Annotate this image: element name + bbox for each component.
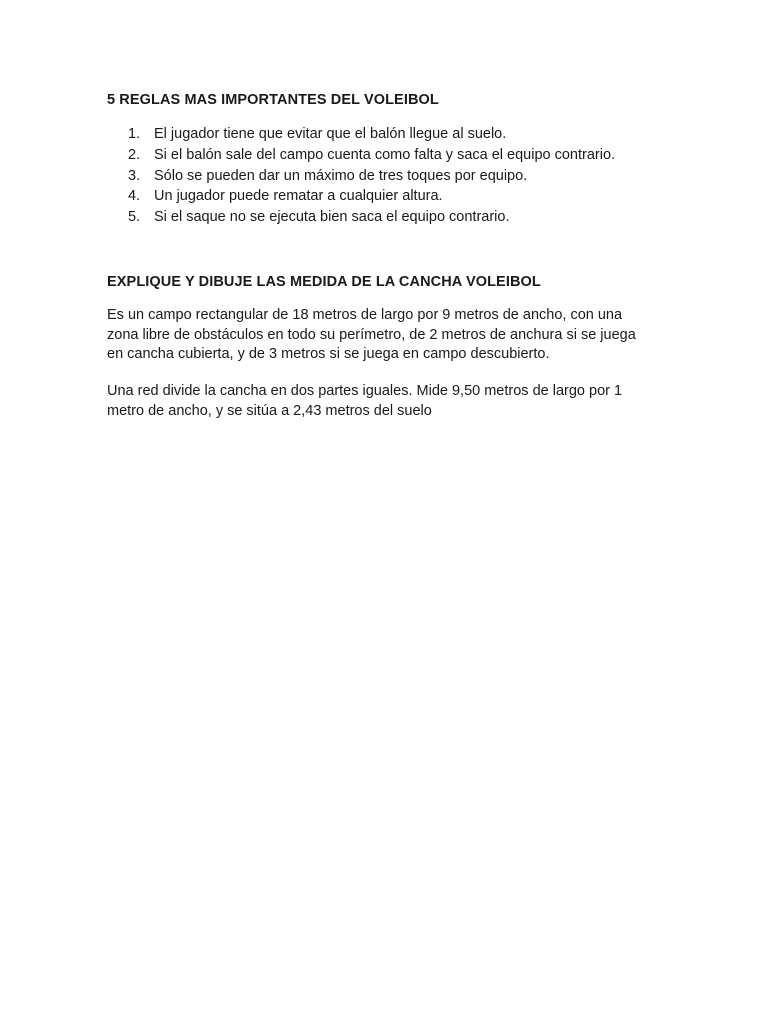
list-item-number: 3. [128,167,141,184]
list-item-text: Si el balón sale del campo cuenta como falta y saca el equipo contrario. [154,146,616,163]
paragraph-line: Una red divide la cancha en dos partes iguales. Mide 9,50 metros de largo por 1 [107,383,623,399]
list-item [107,207,615,228]
court-description-paragraph [107,306,667,365]
paragraph-line: en cancha cubierta, y de 3 metros si se juega en campo descubierto. [107,346,550,363]
paragraph-line: zona libre de obstáculos en todo su perímetro, de 2 metros de anchura si se juega [107,326,636,343]
list-item-number: 4. [128,188,141,205]
list-item-number: 2. [128,146,141,163]
list-item-text: Sólo se pueden dar un máximo de tres toques por equipo. [154,167,528,184]
rules-list [107,124,615,228]
paragraph-line: metro de ancho, y se sitúa a 2,43 metros del suelo [107,402,432,419]
paragraph-line: Es un campo rectangular de 18 metros de largo por 9 metros de ancho, con una [107,307,623,323]
list-item-text: Un jugador puede rematar a cualquier altura. [154,188,443,205]
list-item [107,166,615,187]
rules-heading: 5 REGLAS MAS IMPORTANTES DEL VOLEIBOL [107,92,439,108]
list-item-text: El jugador tiene que evitar que el balón llegue al suelo. [154,126,507,142]
list-item [107,145,615,166]
list-item-number: 5. [128,209,141,226]
net-description-paragraph [107,382,667,421]
list-item [107,124,615,145]
list-item [107,186,615,207]
list-item-text: Si el saque no se ejecuta bien saca el equipo contrario. [154,209,510,226]
court-measures-heading: EXPLIQUE Y DIBUJE LAS MEDIDA DE LA CANCHA VOLEIBOL [107,274,541,290]
list-item-number: 1. [128,126,141,142]
